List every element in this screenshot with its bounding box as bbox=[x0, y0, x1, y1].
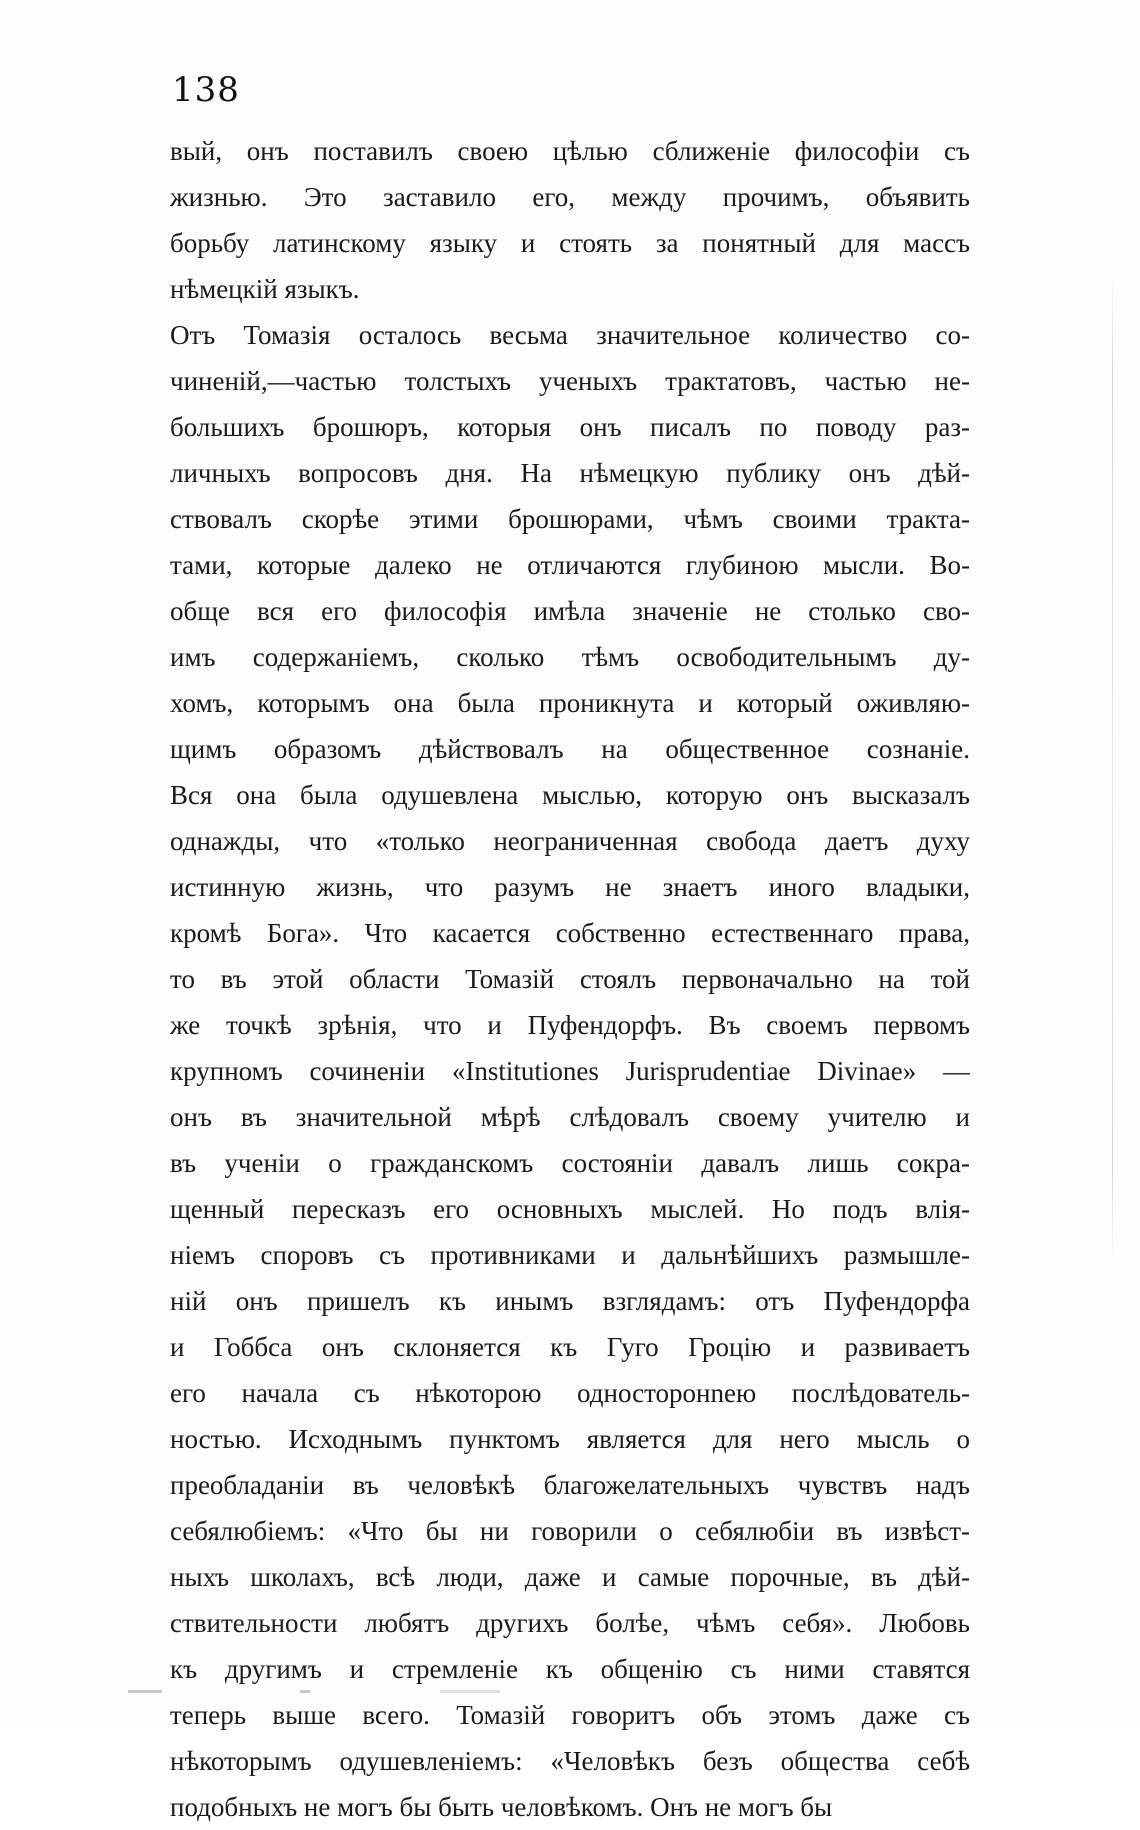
text-line: щимъ образомъ дѣйствовалъ на общественное сознаніе. bbox=[170, 734, 970, 764]
text-line: жизнью. Это заставило его, между прочимъ, объявить bbox=[170, 182, 970, 212]
text-line: вый, онъ поставилъ своею цѣлью сближеніе философіи съ bbox=[170, 136, 970, 166]
scan-margin-shadow bbox=[1112, 270, 1113, 1270]
text-line: то въ этой области Томазій стоялъ первоначально на той bbox=[170, 964, 970, 994]
scan-smudge bbox=[440, 1690, 500, 1693]
text-line: преобладаніи въ человѣкѣ благожелательныхъ чувствъ надъ bbox=[170, 1470, 970, 1500]
text-line: кромѣ Бога». Что касается собственно естественнаго права, bbox=[170, 918, 970, 948]
text-line: Отъ Томазія осталось весьма значительное количество со- bbox=[170, 320, 970, 350]
paragraph-2 bbox=[170, 312, 970, 1830]
text-line: личныхъ вопросовъ дня. На нѣмецкую публику онъ дѣй- bbox=[170, 458, 970, 488]
text-line: себялюбіемъ: «Что бы ни говорили о себялюбіи въ извѣст- bbox=[170, 1516, 970, 1546]
text-line: истинную жизнь, что разумъ не знаетъ иного владыки, bbox=[170, 872, 970, 902]
text-line: борьбу латинскому языку и стоять за понятный для массъ bbox=[170, 228, 970, 258]
text-line: обще вся его философія имѣла значеніе не столько сво- bbox=[170, 596, 970, 626]
text-line: однажды, что «только неограниченная свобода даетъ духу bbox=[170, 826, 970, 856]
text-line: ніемъ споровъ съ противниками и дальнѣйшихъ размышле- bbox=[170, 1240, 970, 1270]
text-line: ныхъ школахъ, всѣ люди, даже и самые порочные, въ дѣй- bbox=[170, 1562, 970, 1592]
paragraph-1 bbox=[170, 128, 970, 312]
scan-smudge bbox=[300, 1690, 310, 1693]
scan-smudge bbox=[128, 1690, 162, 1693]
text-line: его начала съ нѣкоторою односторонneю послѣдователь- bbox=[170, 1378, 970, 1408]
text-line: тами, которые далеко не отличаются глубиною мысли. Во- bbox=[170, 550, 970, 580]
text-line: ствительности любятъ другихъ болѣе, чѣмъ себя». Любовь bbox=[170, 1608, 970, 1638]
text-line: подобныхъ не могъ бы быть человѣкомъ. Онъ не могъ бы bbox=[170, 1792, 833, 1822]
text-line: къ другимъ и стремленіе къ общенію съ ними ставятся bbox=[170, 1654, 970, 1684]
text-line: и Гоббса онъ склоняется къ Гуго Гроцію и развиваетъ bbox=[170, 1332, 970, 1362]
text-line: большихъ брошюръ, которыя онъ писалъ по поводу раз- bbox=[170, 412, 970, 442]
text-line: же точкѣ зрѣнія, что и Пуфендорфъ. Въ своемъ первомъ bbox=[170, 1010, 970, 1040]
text-line: ній онъ пришелъ къ инымъ взглядамъ: отъ Пуфендорфа bbox=[170, 1286, 970, 1316]
body-text bbox=[170, 128, 970, 1830]
text-line: имъ содержаніемъ, сколько тѣмъ освободительнымъ ду- bbox=[170, 642, 970, 672]
text-line: Вся она была одушевлена мыслью, которую онъ высказалъ bbox=[170, 780, 970, 810]
text-line: теперь выше всего. Томазій говоритъ объ этомъ даже съ bbox=[170, 1700, 970, 1730]
text-line: онъ въ значительной мѣрѣ слѣдовалъ своему учителю и bbox=[170, 1102, 970, 1132]
text-line: нѣкоторымъ одушевленіемъ: «Человѣкъ безъ общества себѣ bbox=[170, 1746, 970, 1776]
text-line: нѣмецкій языкъ. bbox=[170, 274, 360, 304]
text-line: въ ученіи о гражданскомъ состояніи давалъ лишь сокра- bbox=[170, 1148, 970, 1178]
text-line: ностью. Исходнымъ пунктомъ является для него мысль о bbox=[170, 1424, 970, 1454]
text-line: ствовалъ скорѣе этими брошюрами, чѣмъ своими тракта- bbox=[170, 504, 970, 534]
text-line: крупномъ сочиненіи «Institutiones Jurisprudentiae Divinae» — bbox=[170, 1056, 970, 1086]
page-number: 138 bbox=[172, 70, 240, 110]
text-line: хомъ, которымъ она была проникнута и который оживляю- bbox=[170, 688, 970, 718]
text-line: щенный пересказъ его основныхъ мыслей. Но подъ влія- bbox=[170, 1194, 970, 1224]
text-line: чиненій,—частью толстыхъ ученыхъ трактатовъ, частью не- bbox=[170, 366, 970, 396]
